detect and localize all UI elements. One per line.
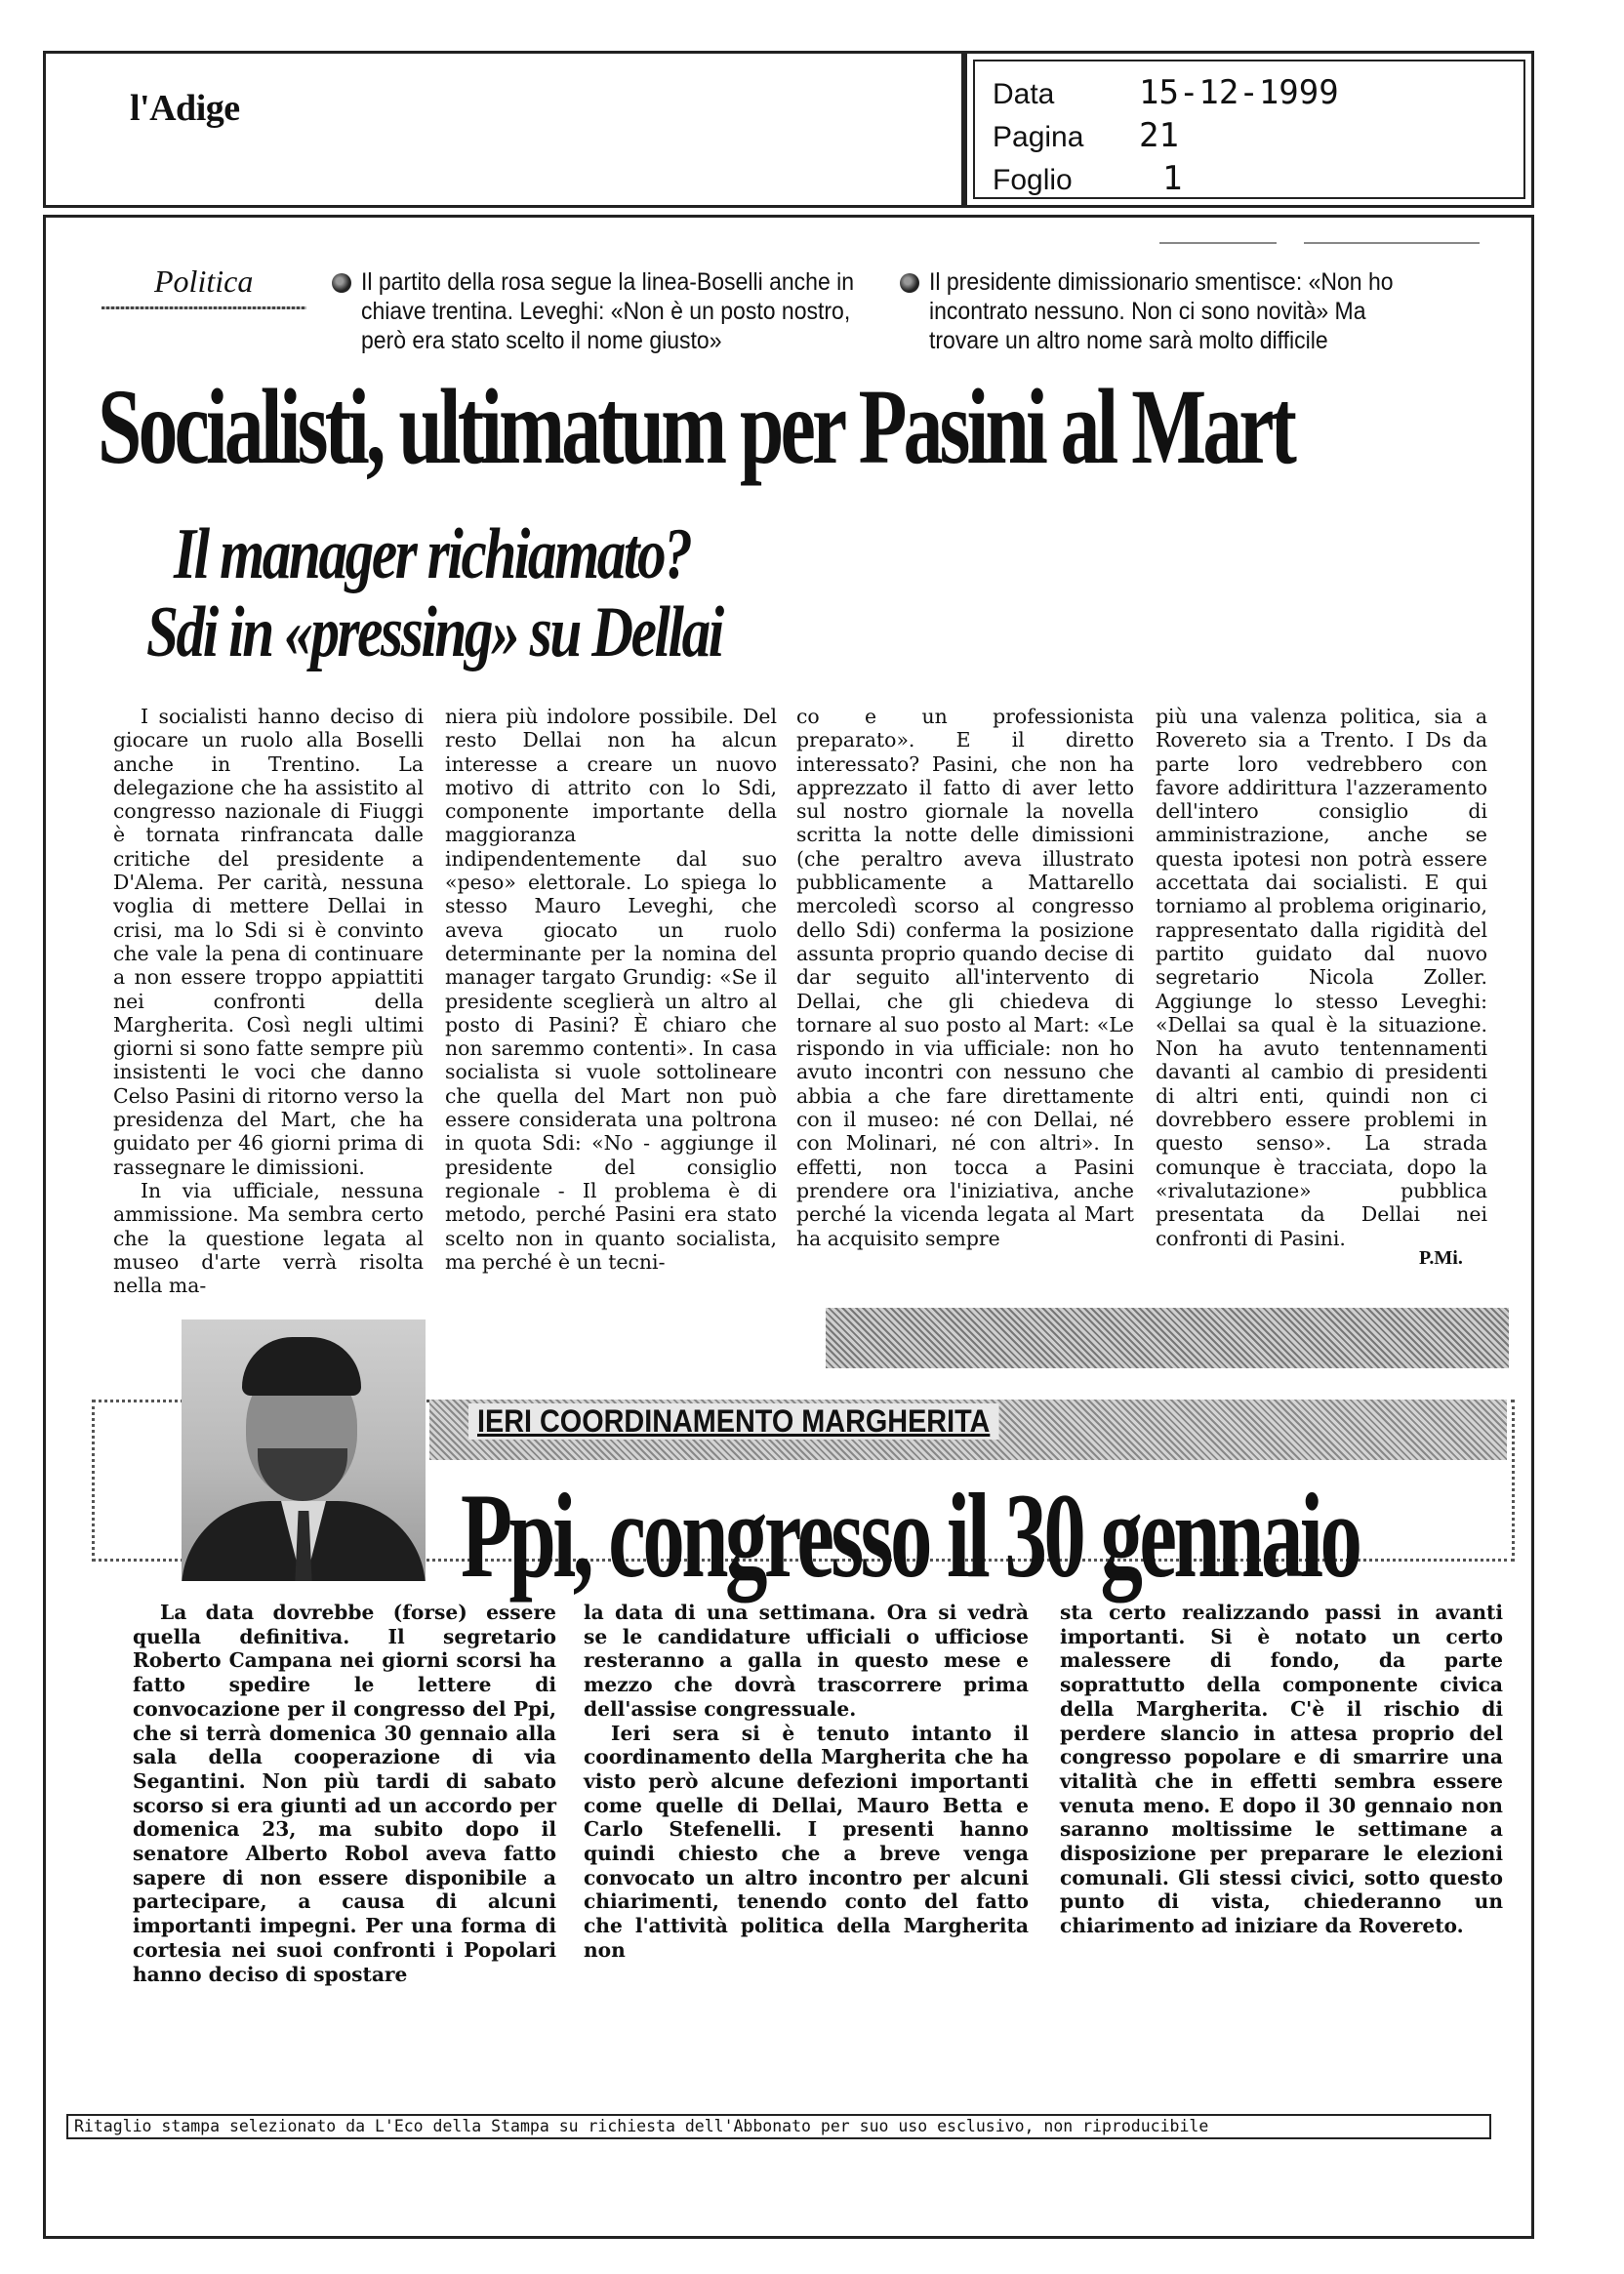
metadata-box (964, 51, 1534, 208)
article2-column-3 (1060, 1601, 1503, 1938)
portrait-photo (182, 1320, 426, 1581)
bullet-icon (900, 273, 919, 293)
paragraph: sta certo realizzando passi in avanti importanti. Si è notato un certo malessere di fondo, da parte soprattutto della componente civica della Margherita. C'è il rischio di perdere slancio in attesa proprio del congresso popolare e di smarrire una vitalità che in effetti sembra essere venuta meno. E dopo il 30 gennaio non saranno moltissime le settimane a disposizione per preparare le elezioni comunali. Gli stessi civici, sotto questo punto di vista, chiederanno un chiarimento ad iniziare da Rovereto. (1060, 1601, 1503, 1938)
bullet-icon (332, 273, 351, 293)
hair (242, 1337, 361, 1396)
article1-column-2 (445, 705, 777, 1274)
sheet-row (993, 159, 1182, 198)
beard (258, 1448, 347, 1501)
paragraph: Ieri sera si è tenuto intanto il coordinamento della Margherita che ha visto però alcune defezioni importanti come quelle di Dellai, Mauro Betta e Carlo Stefenelli. I presenti hanno quindi chiesto che a breve venga convocato un altro incontro per alcuni chiarimenti, tenendo conto del fatto che l'attività politica della Margherita non (584, 1721, 1029, 1962)
page-value: 21 (1139, 116, 1179, 155)
author-signature: P.Mi. (1419, 1247, 1463, 1269)
publication-box (43, 51, 964, 208)
date-row (993, 73, 1339, 112)
metadata-inner-frame (973, 60, 1525, 199)
article2-column-1 (133, 1601, 556, 1986)
paragraph: In via ufficiale, nessuna ammissione. Ma sembra certo che la questione legata al museo d'arte verrà risolta nella ma- (113, 1178, 424, 1298)
date-label: Data (993, 78, 1055, 110)
section-rule (102, 306, 306, 309)
sheet-value: 1 (1162, 159, 1183, 198)
paragraph: la data di una settimana. Ora si vedrà se le candidature ufficiali o ufficiose resteranno a galla in questo mese e mezzo che dovrà trascorrere prima dell'assise congressuale. (584, 1601, 1029, 1721)
kicker-left: Il partito della rosa segue la linea-Boselli anche in chiave trentina. Leveghi: «Non è un posto nostro, però era stato scelto il nome giusto» (361, 268, 855, 354)
article1-column-1 (113, 705, 424, 1297)
headline: Socialisti, ultimatum per Pasini al Mart (98, 367, 1294, 486)
section-label: Politica (154, 264, 254, 299)
paragraph: più una valenza politica, sia a Rovereto sia a Trento. I Ds da parte loro vedrebbero con favore addirittura l'azzeramento dell'intero consiglio di amministrazione, anche se questa ipotesi non potrà essere accettata dai socialisti. E qui torniamo al problema originario, rappresentato dalla rigidità del partito guidato dal nuovo segretario Nicola Zoller. Aggiunge lo stesso Leveghi: «Dellai sa qual è la situazione. Non ha avuto tentennamenti davanti al cambio di presidenti di altri enti, quindi non ci dovrebbero essere problemi in questo senso». La strada comunque è tracciata, dopo la «rivalutazione» pubblica presentata da Dellai nei confronti di Pasini. (1156, 705, 1487, 1250)
article2-kicker: IERI COORDINAMENTO MARGHERITA (468, 1403, 998, 1440)
date-value: 15-12-1999 (1139, 73, 1339, 112)
paragraph: La data dovrebbe (forse) essere quella definitiva. Il segretario Roberto Campana nei giorni scorsi ha fatto spedire le lettere di convocazione per il congresso del Ppi, che si terrà domenica 30 gennaio alla sala della cooperazione di via Segantini. Non più tardi di sabato scorso si era giunti ad un accordo per domenica 23, ma subito dopo il senatore Alberto Robol aveva fatto sapere di non essere disponibile a partecipare, a causa di alcuni importanti impegni. Per una forma di cortesia nei suoi confronti i Popolari hanno deciso di spostare (133, 1601, 556, 1986)
paragraph: niera più indolore possibile. Del resto Dellai non ha alcun interesse a creare un nuovo motivo di attrito con lo Sdi, componente importante della maggioranza indipendentemente dal suo «peso» elettorale. Lo spiega lo stesso Mauro Leveghi, che aveva giocato un ruolo determinante per la nomina del manager targato Grundig: «Se il presidente sceglierà un altro al posto di Pasini? È chiaro che non saremmo contenti». In casa socialista si vuole sottolineare che quella del Mart non può essere considerata una poltrona in quota Sdi: «No - aggiunge il presidente del consiglio regionale - Il problema è di metodo, perché Pasini era stato scelto non in quanto socialista, ma perché è un tecni- (445, 705, 777, 1274)
article1-column-4 (1156, 705, 1487, 1250)
page-label: Pagina (993, 121, 1084, 153)
article1-column-3 (796, 705, 1134, 1250)
footer-notice: Ritaglio stampa selezionato da L'Eco della Stampa su richiesta dell'Abbonato per suo uso esclusivo, non riproducibile (66, 2114, 1491, 2139)
subhead-line2: Sdi in «pressing» su Dellai (146, 592, 722, 672)
paragraph: I socialisti hanno deciso di giocare un ruolo alla Boselli anche in Trentino. La delegazione che ha assistito al congresso nazionale di Fiuggi è tornata rinfrancata dalle critiche del presidente a D'Alema. Per carità, nessuna voglia di mettere Dellai in crisi, ma lo Sdi si è convinto che vale la pena di continuare a non essere troppo appiattiti nei confronti della Margherita. Così negli ultimi giorni si sono fatte sempre più insistenti le voci che danno Celso Pasini di ritorno verso la presidenza del Mart, che ha guidato per 46 giorni prima di rassegnare le dimissioni. (113, 705, 424, 1179)
paragraph: co e un professionista preparato». E il diretto interessato? Pasini, che non ha apprezzato il fatto di aver letto sul nostro giornale la novella scritta la notte delle dimissioni (che peraltro aveva illustrato pubblicamente a Mattarello mercoledì scorso al congresso dello Sdi) conferma la posizione assunta proprio quando decise di dar seguito all'intervento di Dellai, che gli chiedeva di tornare al suo posto al Mart: «Le rispondo in via ufficiale: non ho avuto incontri con nessuno che abbia a che fare direttamente con il museo: né con Dellai, né con Molinari, né con altri». In effetti, non tocca a Pasini prendere ora l'iniziativa, anche perché la vicenda legata al Mart ha acquisito sempre (796, 705, 1134, 1250)
page-row (993, 116, 1179, 155)
top-rule-left (1159, 242, 1277, 244)
subhead-line1: Il manager richiamato? (174, 514, 691, 594)
article2-headline: Ppi, congresso il 30 gennaio (461, 1469, 1360, 1603)
halftone-bar (826, 1308, 1509, 1368)
publication-name: l'Adige (130, 88, 240, 129)
top-rule-right (1304, 242, 1480, 244)
kicker-right: Il presidente dimissionario smentisce: «Non ho incontrato nessuno. Non ci sono novità» Ma trovare un altro nome sarà molto difficile (929, 268, 1394, 354)
article2-column-2 (584, 1601, 1029, 1963)
sheet-label: Foglio (993, 164, 1073, 196)
